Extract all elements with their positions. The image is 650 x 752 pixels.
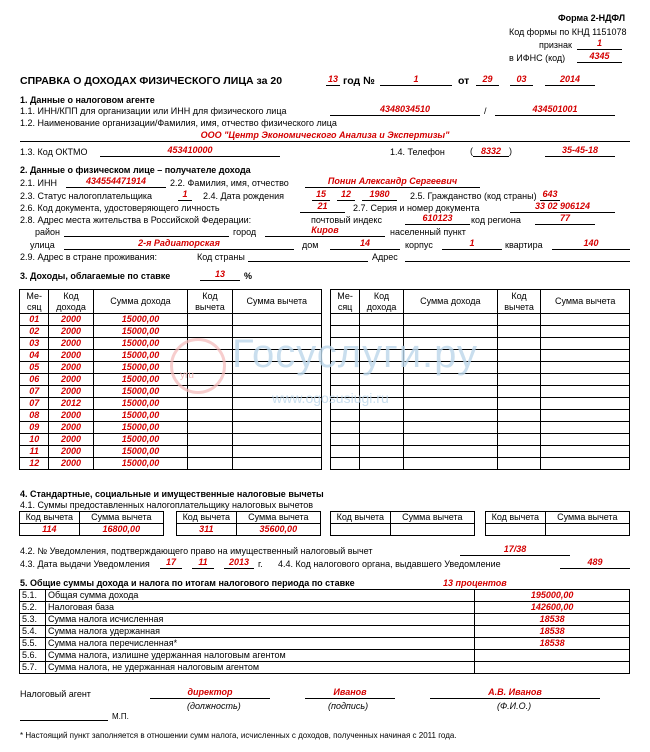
notice-date-label: 4.3. Дата выдачи Уведомления	[20, 559, 150, 569]
income-cell-empty	[403, 410, 497, 422]
income-pct: %	[244, 271, 253, 281]
income-cell-empty	[541, 410, 630, 422]
title-day: 29	[476, 74, 499, 86]
income-cell-empty	[497, 410, 541, 422]
notice-label: 4.2. № Уведомления, подтверждающего право на имущественный налоговый вычет	[20, 546, 373, 556]
income-code: 2012	[49, 398, 93, 410]
income-row	[20, 434, 322, 446]
totals-label: Налоговая база	[45, 602, 474, 614]
income-sum: 15000,00	[93, 386, 188, 398]
income-sum: 15000,00	[93, 422, 188, 434]
deduction-table	[176, 511, 321, 536]
income-sum: 15000,00	[93, 374, 188, 386]
zip-label: почтовый индекс	[311, 215, 382, 225]
income-cell-empty	[497, 398, 541, 410]
person-inn-label: 2.1. ИНН	[20, 178, 57, 188]
income-month: 11	[20, 446, 49, 458]
country-field	[248, 250, 368, 262]
totals-row	[20, 626, 630, 638]
income-ded-sum	[232, 458, 321, 470]
th-month: Ме-сяц	[20, 290, 49, 314]
citizen-label: 2.5. Гражданство (код страны)	[410, 191, 537, 201]
mp-line	[20, 720, 108, 721]
income-month: 02	[20, 326, 49, 338]
income-cell-empty	[541, 362, 630, 374]
totals-value: 18538	[475, 626, 630, 638]
dob-label: 2.4. Дата рождения	[203, 191, 284, 201]
income-cell-empty	[541, 326, 630, 338]
income-month: 05	[20, 362, 49, 374]
agent-name-label: 1.2. Наименование организации/Фамилия, имя, отчество физического лица	[20, 118, 337, 128]
street-value: 2-я Радиаторская	[64, 238, 294, 250]
income-cell-empty	[541, 314, 630, 326]
korpus-value: 1	[442, 238, 502, 250]
oktmo-value: 453410000	[100, 145, 280, 157]
income-month: 12	[20, 458, 49, 470]
income-table-left	[19, 289, 322, 470]
income-sum: 15000,00	[93, 338, 188, 350]
income-row	[20, 314, 322, 326]
income-cell-empty	[403, 434, 497, 446]
income-cell-empty	[403, 422, 497, 434]
income-cell-empty	[403, 386, 497, 398]
income-row-empty	[331, 314, 630, 326]
income-sum: 15000,00	[93, 350, 188, 362]
income-cell-empty	[497, 422, 541, 434]
income-row-empty	[331, 446, 630, 458]
page-title: СПРАВКА О ДОХОДАХ ФИЗИЧЕСКОГО ЛИЦА за 20	[20, 75, 283, 87]
income-code: 2000	[49, 374, 93, 386]
income-cell-empty	[403, 314, 497, 326]
person-fio: Понин Александр Сергеевич	[305, 176, 480, 188]
region-label: код региона	[471, 215, 521, 225]
income-sum: 15000,00	[93, 398, 188, 410]
income-cell-empty	[497, 458, 541, 470]
status-label: 2.3. Статус налогоплательщика	[20, 191, 153, 201]
totals-label: Сумма налога, излишне удержанная налоговым агентом	[45, 650, 474, 662]
city-value: Киров	[265, 225, 385, 237]
income-ded-code	[188, 314, 232, 326]
agent-slash: /	[484, 106, 487, 116]
th-income-code: Код дохода	[49, 290, 93, 314]
agent-name: ООО "Центр Экономического Анализа и Экспертизы"	[20, 130, 630, 142]
korpus-label: корпус	[405, 240, 433, 250]
deduction-code: 114	[20, 524, 80, 536]
income-sum: 15000,00	[93, 458, 188, 470]
title-yr: 2014	[545, 74, 595, 86]
totals-row	[20, 614, 630, 626]
deduction-code: 311	[177, 524, 237, 536]
country-label: Код страны	[197, 252, 245, 262]
notice-month: 11	[192, 557, 214, 569]
citizen-value: 643	[540, 189, 560, 201]
locality-label: населенный пункт	[390, 227, 466, 237]
sign-agent-label: Налоговый агент	[20, 689, 91, 699]
income-cell-empty	[541, 446, 630, 458]
income-sum: 15000,00	[93, 410, 188, 422]
income-cell-empty	[541, 374, 630, 386]
house-label: дом	[302, 240, 319, 250]
totals-row	[20, 590, 630, 602]
watermark-badge: yru	[180, 370, 194, 381]
income-row-empty	[331, 434, 630, 446]
income-code: 2000	[49, 350, 93, 362]
income-code: 2000	[49, 362, 93, 374]
title-year: 13	[327, 74, 338, 84]
income-cell-empty	[541, 350, 630, 362]
income-month: 03	[20, 338, 49, 350]
sign-position: директор	[150, 687, 270, 699]
deductions-sub: 4.1. Суммы предоставленных налогоплательщику налоговых вычетов	[20, 500, 314, 510]
totals-num: 5.3.	[20, 614, 46, 626]
district-field	[64, 225, 229, 237]
income-ded-sum	[232, 446, 321, 458]
income-cell-empty	[331, 410, 360, 422]
th-ded-code-r: Код вычета	[497, 290, 541, 314]
totals-num: 5.7.	[20, 662, 46, 674]
th-income-sum: Сумма дохода	[93, 290, 188, 314]
income-cell-empty	[541, 386, 630, 398]
title-from: от	[458, 75, 470, 87]
income-code: 2000	[49, 434, 93, 446]
sign-fio-cap: (Ф.И.О.)	[497, 701, 532, 711]
deduction-code	[331, 524, 391, 536]
income-cell-empty	[403, 398, 497, 410]
phone-code-wrap: ( 8332 )	[470, 146, 512, 156]
deduction-table	[485, 511, 630, 536]
income-cell-empty	[541, 338, 630, 350]
th-month-r: Ме-сяц	[331, 290, 360, 314]
income-row	[20, 446, 322, 458]
income-code: 2000	[49, 338, 93, 350]
th-ded-code: Код вычета	[188, 290, 232, 314]
income-sum: 15000,00	[93, 362, 188, 374]
sign-position-cap: (должность)	[187, 701, 241, 711]
region-value: 77	[535, 213, 595, 225]
notice-day: 17	[160, 557, 182, 569]
income-cell-empty	[403, 458, 497, 470]
income-cell-empty	[403, 446, 497, 458]
totals-row	[20, 602, 630, 614]
doc-label: 2.6. Код документа, удостоверяющего личность	[20, 203, 220, 213]
income-cell-empty	[541, 458, 630, 470]
dob-day: 15	[312, 189, 330, 201]
doc-value: 21	[300, 201, 345, 213]
agent-heading: 1. Данные о налоговом агенте	[20, 95, 155, 105]
agent-inn: 4348034510	[330, 104, 480, 116]
addr-label: 2.8. Адрес места жительства в Российской Федерации:	[20, 215, 252, 225]
totals-heading: 5. Общие суммы дохода и налога по итогам налогового периода по ставке	[20, 578, 355, 588]
income-month: 08	[20, 410, 49, 422]
income-table-right	[330, 289, 630, 470]
title-number: 1	[380, 74, 452, 86]
income-month: 09	[20, 422, 49, 434]
income-sum: 15000,00	[93, 326, 188, 338]
income-cell-empty	[497, 434, 541, 446]
watermark-logo	[170, 338, 226, 394]
income-cell-empty	[331, 458, 360, 470]
income-cell-empty	[497, 350, 541, 362]
notice-value: 17/38	[460, 544, 570, 556]
income-row-empty	[331, 410, 630, 422]
income-month: 06	[20, 374, 49, 386]
income-row	[20, 422, 322, 434]
sign-signature-cap: (подпись)	[328, 701, 369, 711]
notice-g: г.	[258, 559, 263, 569]
totals-num: 5.6.	[20, 650, 46, 662]
deduction-sum	[545, 524, 629, 536]
person-heading: 2. Данные о физическом лице – получателе дохода	[20, 165, 251, 175]
footnote: * Настоящий пункт заполняется в отношении сумм налога, исчисленных с доходов, полученных начиная с 2011 года.	[20, 731, 457, 740]
income-sum: 15000,00	[93, 434, 188, 446]
totals-row	[20, 650, 630, 662]
totals-value: 18538	[475, 638, 630, 650]
status-value: 1	[178, 189, 192, 201]
totals-row	[20, 638, 630, 650]
income-code: 2000	[49, 422, 93, 434]
watermark-text: Госуслуги.ру	[232, 332, 478, 376]
deduction-sum	[390, 524, 474, 536]
totals-value: 142600,00	[475, 602, 630, 614]
district-label: район	[35, 227, 61, 237]
income-sum: 15000,00	[93, 314, 188, 326]
income-cell-empty	[541, 398, 630, 410]
income-cell-empty	[541, 434, 630, 446]
th-income-sum-r: Сумма дохода	[403, 290, 497, 314]
deduction-code-header: Код вычета	[331, 512, 391, 524]
deductions-heading: 4. Стандартные, социальные и имущественные налоговые вычеты	[20, 489, 324, 499]
income-ded-code	[188, 398, 232, 410]
income-code: 2000	[49, 314, 93, 326]
income-cell-empty	[331, 446, 360, 458]
street-label: улица	[30, 240, 55, 250]
income-cell-empty	[331, 434, 360, 446]
income-month: 10	[20, 434, 49, 446]
income-cell-empty	[497, 446, 541, 458]
income-cell-empty	[497, 338, 541, 350]
totals-label: Сумма налога перечисленная*	[45, 638, 474, 650]
totals-table	[19, 589, 630, 674]
totals-value	[475, 662, 630, 674]
address-field	[405, 250, 630, 262]
deduction-code-header: Код вычета	[486, 512, 546, 524]
address-label: Адрес	[372, 252, 398, 262]
income-sum: 15000,00	[93, 446, 188, 458]
income-cell-empty	[360, 458, 404, 470]
house-value: 14	[330, 238, 400, 250]
notice-org-value: 489	[560, 557, 630, 569]
income-ded-sum	[232, 422, 321, 434]
oktmo-label: 1.3. Код ОКТМО	[20, 147, 88, 157]
income-cell-empty	[497, 386, 541, 398]
income-ded-sum	[232, 314, 321, 326]
totals-num: 5.2.	[20, 602, 46, 614]
form-name: Форма 2-НДФЛ	[558, 13, 626, 23]
income-cell-empty	[331, 314, 360, 326]
deduction-table	[19, 511, 164, 536]
income-code: 2000	[49, 386, 93, 398]
income-cell-empty	[331, 422, 360, 434]
ifns-value: 4345	[577, 51, 622, 63]
knd-label: Код формы по КНД 1151078	[509, 27, 627, 37]
deduction-code-header: Код вычета	[20, 512, 80, 524]
income-cell-empty	[360, 422, 404, 434]
totals-label: Сумма налога, не удержанная налоговым агентом	[45, 662, 474, 674]
totals-value: 195000,00	[475, 590, 630, 602]
agent-inn-label: 1.1. ИНН/КПП для организации или ИНН для физического лица	[20, 106, 287, 116]
income-ded-code	[188, 326, 232, 338]
income-code: 2000	[49, 410, 93, 422]
income-row	[20, 410, 322, 422]
income-cell-empty	[360, 314, 404, 326]
income-row-empty	[331, 422, 630, 434]
income-heading: 3. Доходы, облагаемые по ставке	[20, 271, 171, 281]
notice-year: 2013	[224, 557, 254, 569]
fio-label: 2.2. Фамилия, имя, отчество	[170, 178, 289, 188]
th-income-code-r: Код дохода	[360, 290, 404, 314]
flat-label: квартира	[505, 240, 543, 250]
income-ded-code	[188, 410, 232, 422]
income-cell-empty	[497, 362, 541, 374]
sign-fio: А.В. Иванов	[430, 687, 600, 699]
income-ded-code	[188, 434, 232, 446]
dob-month: 12	[337, 189, 355, 201]
income-cell-empty	[360, 410, 404, 422]
flat-value: 140	[552, 238, 630, 250]
sign-signature: Иванов	[305, 687, 395, 699]
phone-number: 35-45-18	[545, 145, 615, 157]
income-ded-code	[188, 446, 232, 458]
income-row	[20, 458, 322, 470]
income-rate: 13	[200, 269, 240, 281]
income-ded-sum	[232, 434, 321, 446]
income-month: 07	[20, 386, 49, 398]
title-year-suffix: год №	[343, 75, 375, 87]
phone-code: 8332	[473, 146, 509, 157]
person-inn: 434554471914	[66, 176, 166, 188]
income-month: 07	[20, 398, 49, 410]
totals-num: 5.1.	[20, 590, 46, 602]
watermark-url: www.ogosusiugi.ru	[272, 390, 389, 406]
income-cell-empty	[541, 422, 630, 434]
series-value: 33 02 906124	[510, 201, 615, 213]
foreign-label: 2.9. Адрес в стране проживания:	[20, 252, 158, 262]
income-ded-code	[188, 422, 232, 434]
totals-value: 18538	[475, 614, 630, 626]
income-cell-empty	[497, 374, 541, 386]
th-ded-sum-r: Сумма вычета	[541, 290, 630, 314]
ifns-label: в ИФНС (код)	[509, 53, 566, 63]
notice-org-label: 4.4. Код налогового органа, выдавшего Уведомление	[278, 559, 501, 569]
deduction-sum-header: Сумма вычета	[545, 512, 629, 524]
income-code: 2000	[49, 458, 93, 470]
deduction-sum: 35600,00	[236, 524, 320, 536]
totals-row	[20, 662, 630, 674]
agent-kpp: 434501001	[495, 104, 615, 116]
deduction-code	[486, 524, 546, 536]
income-cell-empty	[497, 314, 541, 326]
income-code: 2000	[49, 326, 93, 338]
totals-num: 5.5.	[20, 638, 46, 650]
totals-value	[475, 650, 630, 662]
deduction-sum-header: Сумма вычета	[79, 512, 163, 524]
deduction-sum: 16800,00	[79, 524, 163, 536]
income-row-empty	[331, 458, 630, 470]
totals-label: Сумма налога исчисленная	[45, 614, 474, 626]
priznak-value: 1	[577, 38, 622, 50]
income-cell-empty	[360, 446, 404, 458]
totals-label: Общая сумма дохода	[45, 590, 474, 602]
income-cell-empty	[497, 326, 541, 338]
priznak-label: признак	[539, 40, 572, 50]
dob-year: 1980	[362, 189, 397, 201]
zip-value: 610123	[405, 213, 470, 225]
income-month: 04	[20, 350, 49, 362]
totals-rate: 13 процентов	[443, 578, 507, 588]
income-ded-sum	[232, 410, 321, 422]
phone-label: 1.4. Телефон	[390, 147, 445, 157]
title-month: 03	[510, 74, 533, 86]
deduction-sum-header: Сумма вычета	[390, 512, 474, 524]
totals-label: Сумма налога удержанная	[45, 626, 474, 638]
series-label: 2.7. Серия и номер документа	[353, 203, 480, 213]
th-ded-sum: Сумма вычета	[232, 290, 321, 314]
income-month: 01	[20, 314, 49, 326]
deduction-table	[330, 511, 475, 536]
income-cell-empty	[360, 434, 404, 446]
deduction-code-header: Код вычета	[177, 512, 237, 524]
deduction-sum-header: Сумма вычета	[236, 512, 320, 524]
city-label: город	[233, 227, 257, 237]
income-code: 2000	[49, 446, 93, 458]
totals-num: 5.4.	[20, 626, 46, 638]
mp-label: М.П.	[112, 712, 129, 721]
income-ded-code	[188, 458, 232, 470]
